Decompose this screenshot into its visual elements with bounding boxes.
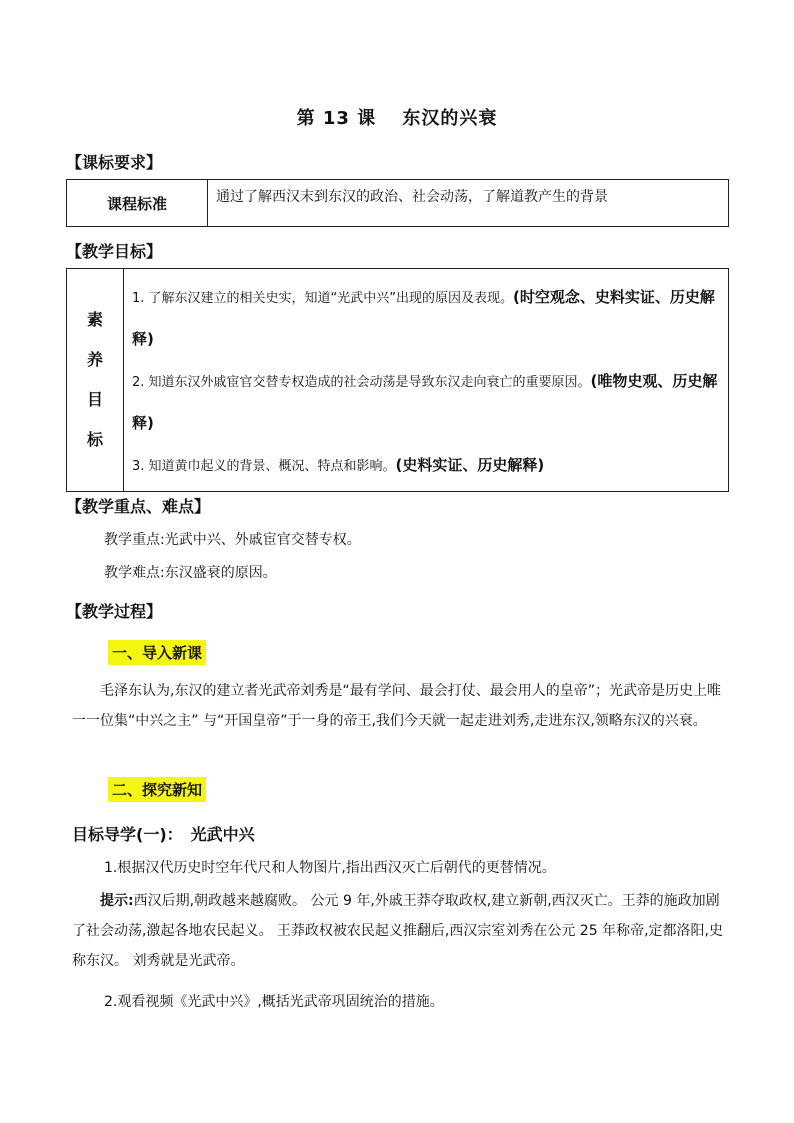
part2-heading: 二、探究新知 [108, 777, 206, 802]
goals-label-char: 目 [86, 390, 103, 409]
standard-table [66, 179, 729, 227]
goal-item [132, 361, 720, 445]
goals-heading: 【教学目标】 [66, 242, 163, 261]
goal-tag: (唯物史观、历史解释) [132, 372, 718, 432]
part1-text: 毛泽东认为,东汉的建立者光武帝刘秀是“最有学问、最会打仗、最会用人的皇帝”；光武帝是历史上唯一一位集“中兴之主” 与“开国皇帝”于一身的帝王,我们今天就一起走进刘秀,走进东汉,领略东汉的兴衰。 [72, 683, 721, 729]
goals-table [66, 268, 729, 492]
key-difficulty: 教学难点:东汉盛衰的原因。 [104, 565, 277, 581]
goal-text: 2. 知道东汉外戚宦官交替专权造成的社会动荡是导致东汉走向衰亡的重要原因。 [132, 375, 591, 390]
goal-text: 3. 知道黄巾起义的背景、概况、特点和影响。 [132, 459, 396, 474]
goals-content [124, 269, 729, 492]
hint-label: 提示: [100, 893, 134, 909]
standard-text: 通过了解西汉末到东汉的政治、社会动荡，了解道教产生的背景 [208, 180, 729, 227]
question-2: 2.观看视频《光武中兴》,概括光武帝巩固统治的措施。 [104, 994, 444, 1010]
goals-label [67, 269, 124, 492]
goals-label-char: 养 [86, 350, 103, 369]
goals-label-char: 素 [86, 310, 103, 329]
guide-title: 目标导学(一)： 光武中兴 [72, 825, 255, 844]
goal-item [132, 277, 720, 361]
part1-heading: 一、导入新课 [108, 640, 206, 665]
goal-tag: (时空观念、史料实证、历史解释) [132, 288, 715, 348]
key-heading: 【教学重点、难点】 [66, 497, 211, 516]
key-focus: 教学重点:光武中兴、外戚宦官交替专权。 [104, 532, 361, 548]
goal-tag: (史料实证、历史解释) [395, 456, 545, 474]
process-heading: 【教学过程】 [66, 602, 163, 621]
hint-paragraph [72, 886, 726, 976]
goals-label-char: 标 [86, 430, 103, 449]
goal-text: 1. 了解东汉建立的相关史实，知道“光武中兴”出现的原因及表现。 [132, 291, 514, 306]
standard-label: 课程标准 [67, 180, 208, 227]
page-title: 第 13 课 东汉的兴衰 [296, 108, 498, 129]
question-1: 1.根据汉代历史时空年代尺和人物图片,指出西汉灭亡后朝代的更替情况。 [104, 860, 556, 876]
goal-item [132, 445, 720, 487]
hint-text: 西汉后期,朝政越来越腐败。 公元 9 年,外戚王莽夺取政权,建立新朝,西汉灭亡。王莽的施政加剧了社会动荡,激起各地农民起义。 王莽政权被农民起义推翻后,西汉宗室刘秀在公元 25 年称帝,定都洛阳,史称东汉。 刘秀就是光武帝。 [72, 893, 723, 969]
standard-heading: 【课标要求】 [66, 153, 163, 172]
